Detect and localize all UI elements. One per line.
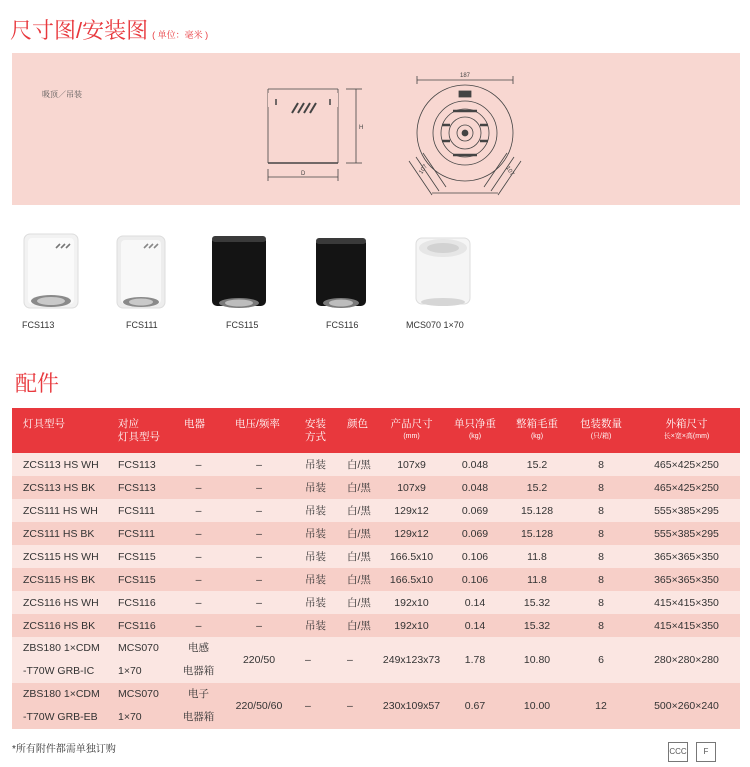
table-cell: 11.8 [505, 568, 569, 591]
table-cell: 吊装 [294, 591, 336, 614]
column-header-label: 单只净重 [454, 418, 496, 430]
table-row [12, 522, 740, 545]
table-header-row [12, 408, 740, 453]
product-name: MCS070 1×70 [406, 320, 464, 330]
table-cell: – [173, 568, 224, 591]
product-fcs116 [312, 222, 412, 334]
dimension-panel [12, 53, 740, 205]
table-cell: 0.106 [445, 545, 505, 568]
table-cell: – [224, 499, 294, 522]
column-header-label: 电压/频率 [235, 418, 280, 430]
table-cell: 0.048 [445, 476, 505, 499]
mount-type-label: 吸顶／吊装 [42, 90, 82, 99]
table-cell: – [224, 545, 294, 568]
table-cell: 15.32 [505, 614, 569, 637]
table-cell: 白/黑 [336, 614, 378, 637]
table-cell: 0.069 [445, 522, 505, 545]
table-cell: ZCS111 HS WH [12, 499, 107, 522]
column-header-label: 电器 [184, 418, 205, 430]
table-cell: 15.32 [505, 591, 569, 614]
table-cell: 吊装 [294, 522, 336, 545]
ccc-cert-icon: CCC [668, 742, 688, 762]
table-cell: ZCS113 HS WH [12, 453, 107, 476]
column-header [569, 408, 633, 453]
table-row [12, 568, 740, 591]
page-header [10, 14, 208, 44]
table-cell: 吊装 [294, 545, 336, 568]
table-cell: ZBS180 1×CDM -T70W GRB-IC [12, 637, 107, 683]
top-view-top-dim: 187 [460, 73, 471, 79]
column-header-label: 安装 方式 [305, 418, 326, 443]
table-cell: FCS111 [107, 499, 173, 522]
footnote: *所有附件都需单独订购 [12, 744, 116, 755]
table-cell: – [224, 614, 294, 637]
table-cell: ZCS115 HS BK [12, 568, 107, 591]
table-cell: – [173, 453, 224, 476]
table-cell: 8 [569, 568, 633, 591]
table-cell: 15.128 [505, 522, 569, 545]
table-cell: – [224, 453, 294, 476]
column-header [12, 408, 107, 453]
column-header-unit: (只/箱) [590, 433, 612, 440]
table-cell: – [173, 499, 224, 522]
table-cell: – [173, 545, 224, 568]
table-cell: 吊装 [294, 453, 336, 476]
table-row [12, 614, 740, 637]
column-header [505, 408, 569, 453]
table-cell: – [294, 683, 336, 729]
table-cell: 白/黑 [336, 499, 378, 522]
table-cell: ZCS116 HS BK [12, 614, 107, 637]
table-cell: – [173, 476, 224, 499]
table-cell: ZCS113 HS BK [12, 476, 107, 499]
table-cell: FCS113 [107, 453, 173, 476]
table-cell: 107x9 [378, 476, 445, 499]
table-cell: 15.128 [505, 499, 569, 522]
table-cell: 0.048 [445, 453, 505, 476]
table-cell: 8 [569, 476, 633, 499]
dimension-drawing [12, 53, 740, 205]
product-gallery [12, 222, 740, 334]
table-cell: 465×425×250 [633, 453, 740, 476]
product-name: FCS111 [126, 320, 158, 330]
table-cell: 11.8 [505, 545, 569, 568]
table-cell: – [336, 637, 378, 683]
height-dim-label: H [359, 125, 364, 131]
page-title: 尺寸图/安装图 [10, 18, 149, 43]
product-name: FCS113 [22, 320, 55, 330]
table-cell: 白/黑 [336, 591, 378, 614]
table-row [12, 476, 740, 499]
column-header-label: 整箱毛重 [516, 418, 558, 430]
product-name: FCS115 [226, 320, 259, 330]
table-cell: 365×365×350 [633, 568, 740, 591]
table-cell: 白/黑 [336, 453, 378, 476]
table-cell: 6 [569, 637, 633, 683]
product-image-fcs115 [210, 226, 310, 316]
table-row [12, 591, 740, 614]
table-cell: 0.069 [445, 499, 505, 522]
product-fcs113 [12, 222, 112, 334]
accessories-table [12, 408, 740, 729]
table-row [12, 499, 740, 522]
table-cell: 220/50/60 [224, 683, 294, 729]
table-cell: 8 [569, 591, 633, 614]
table-cell: 电子 电器箱 [173, 683, 224, 729]
table-cell: 415×415×350 [633, 591, 740, 614]
table-cell: 白/黑 [336, 522, 378, 545]
table-cell: 白/黑 [336, 545, 378, 568]
table-cell: ZCS111 HS BK [12, 522, 107, 545]
table-cell: FCS113 [107, 476, 173, 499]
table-cell: 129x12 [378, 499, 445, 522]
table-cell: 8 [569, 545, 633, 568]
table-cell: 吊装 [294, 499, 336, 522]
table-cell: 8 [569, 522, 633, 545]
table-cell: FCS111 [107, 522, 173, 545]
table-cell: 230x109x57 [378, 683, 445, 729]
column-header-unit: (kg) [468, 433, 482, 440]
table-body [12, 453, 740, 729]
f-mark-cert-icon: F [696, 742, 716, 762]
table-cell: 白/黑 [336, 476, 378, 499]
table-cell: 0.67 [445, 683, 505, 729]
table-cell: 0.106 [445, 568, 505, 591]
product-image-fcs111 [112, 226, 212, 316]
column-header-unit: 长×宽×高(mm) [663, 433, 710, 440]
table-cell: 249x123x73 [378, 637, 445, 683]
table-cell: FCS116 [107, 614, 173, 637]
column-header-label: 产品尺寸 [390, 418, 433, 430]
table-cell: 500×260×240 [633, 683, 740, 729]
table-cell: FCS115 [107, 568, 173, 591]
column-header [445, 408, 505, 453]
product-image-mcs070 [408, 226, 508, 316]
table-cell: 10.80 [505, 637, 569, 683]
width-dim-label: D [301, 171, 306, 177]
table-cell: 280×280×280 [633, 637, 740, 683]
table-cell: 166.5x10 [378, 545, 445, 568]
accessories-title: 配件 [15, 371, 60, 396]
column-header-label: 对应 灯具型号 [118, 418, 160, 443]
table-cell: ZBS180 1×CDM -T70W GRB-EB [12, 683, 107, 729]
certification-marks [668, 742, 716, 762]
table-cell: 8 [569, 614, 633, 637]
unit-note: ( 单位：毫米 ) [152, 30, 209, 40]
table-cell: FCS116 [107, 591, 173, 614]
column-header-unit: (mm) [403, 433, 420, 440]
table-cell: 8 [569, 499, 633, 522]
table-cell: – [336, 683, 378, 729]
column-header-label: 灯具型号 [23, 418, 65, 430]
column-header-label: 颜色 [347, 418, 368, 430]
table-cell: 129x12 [378, 522, 445, 545]
table-cell: 电感 电器箱 [173, 637, 224, 683]
table-row [12, 545, 740, 568]
column-header-label: 包装数量 [580, 418, 622, 430]
column-header [633, 408, 740, 453]
column-header-unit: (kg) [530, 433, 544, 440]
table-cell: 12 [569, 683, 633, 729]
table-cell: 555×385×295 [633, 522, 740, 545]
table-cell: 415×415×350 [633, 614, 740, 637]
side-view-drawing [268, 89, 362, 181]
table-cell: – [224, 591, 294, 614]
table-cell: – [294, 637, 336, 683]
table-cell: – [173, 522, 224, 545]
column-header-label: 外箱尺寸 [665, 418, 708, 430]
table-cell: 1.78 [445, 637, 505, 683]
table-cell: 10.00 [505, 683, 569, 729]
product-fcs111 [112, 222, 212, 334]
table-cell: MCS070 1×70 [107, 637, 173, 683]
table-cell: – [224, 522, 294, 545]
table-cell: – [224, 476, 294, 499]
product-mcs070 [408, 222, 508, 334]
column-header [107, 408, 173, 453]
top-view-left-dim: 107 [418, 163, 430, 176]
column-header [378, 408, 445, 453]
table-cell: 166.5x10 [378, 568, 445, 591]
table-cell: – [173, 591, 224, 614]
table-cell: 白/黑 [336, 568, 378, 591]
table-cell: 465×425×250 [633, 476, 740, 499]
table-cell: 8 [569, 453, 633, 476]
table-row [12, 683, 740, 729]
product-name: FCS116 [326, 320, 359, 330]
table-cell: 15.2 [505, 453, 569, 476]
table-cell: 555×385×295 [633, 499, 740, 522]
top-view-right-dim: 107 [504, 165, 515, 178]
table-cell: ZCS116 HS WH [12, 591, 107, 614]
column-header [294, 408, 336, 453]
table-cell: 192x10 [378, 614, 445, 637]
table-cell: 192x10 [378, 591, 445, 614]
table-cell: 吊装 [294, 568, 336, 591]
column-header [224, 408, 294, 453]
product-fcs115 [210, 222, 310, 334]
table-cell: 15.2 [505, 476, 569, 499]
table-cell: MCS070 1×70 [107, 683, 173, 729]
table-cell: 吊装 [294, 614, 336, 637]
product-image-fcs113 [12, 226, 112, 316]
top-view-drawing [409, 76, 521, 195]
table-cell: 0.14 [445, 614, 505, 637]
column-header [173, 408, 224, 453]
table-cell: 0.14 [445, 591, 505, 614]
table-cell: FCS115 [107, 545, 173, 568]
table-row [12, 637, 740, 683]
table-cell: 365×365×350 [633, 545, 740, 568]
table-cell: – [224, 568, 294, 591]
table-cell: – [173, 614, 224, 637]
table-cell: ZCS115 HS WH [12, 545, 107, 568]
table-cell: 107x9 [378, 453, 445, 476]
product-image-fcs116 [312, 226, 412, 316]
column-header [336, 408, 378, 453]
table-cell: 吊装 [294, 476, 336, 499]
table-cell: 220/50 [224, 637, 294, 683]
table-row [12, 453, 740, 476]
